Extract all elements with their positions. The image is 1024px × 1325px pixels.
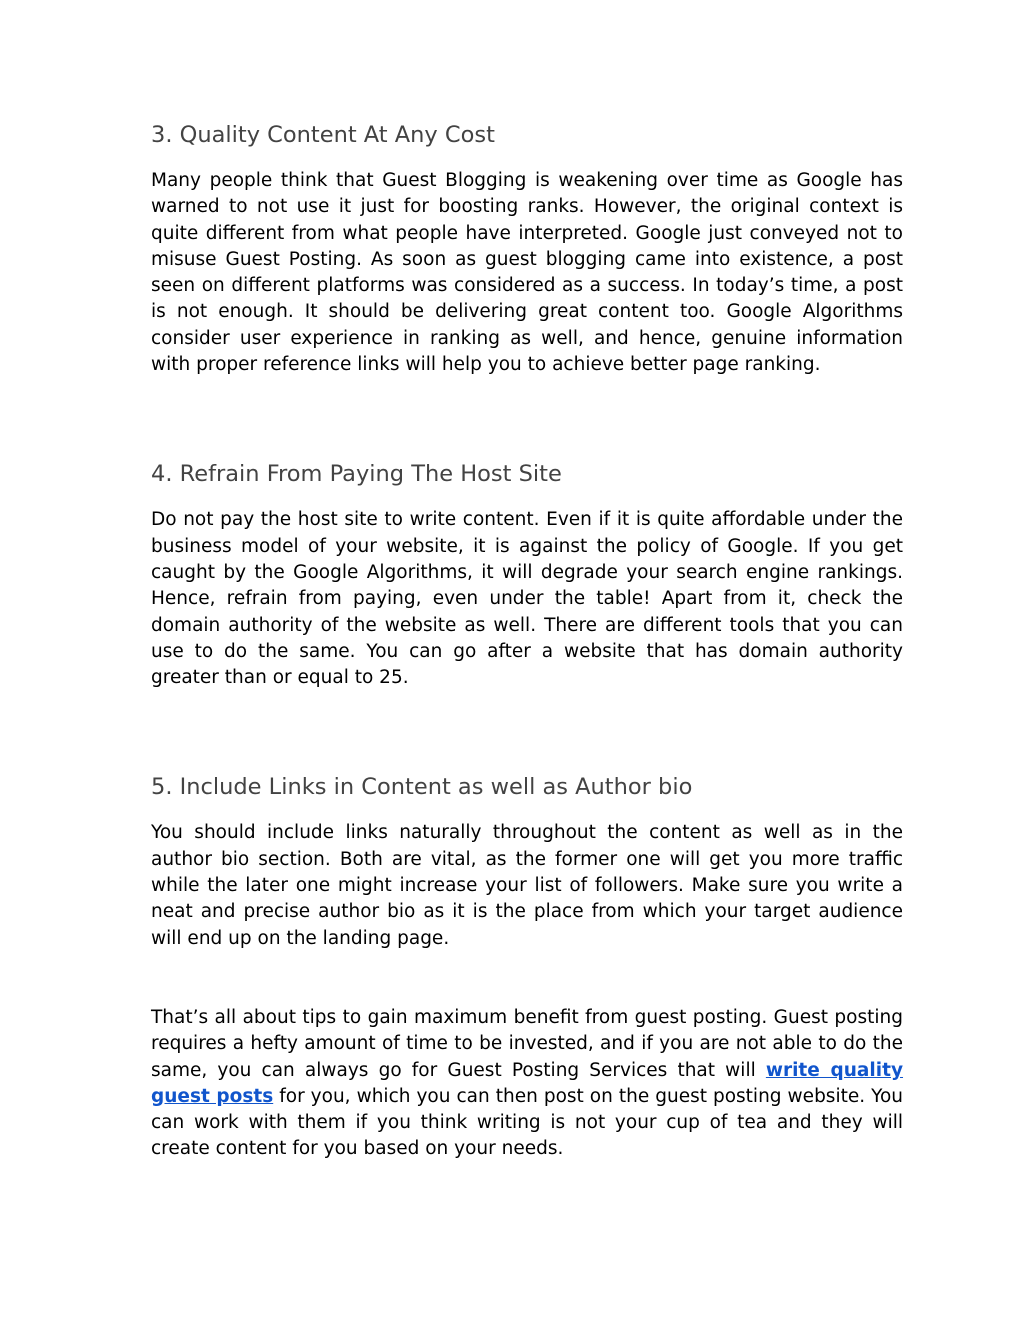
- conclusion-paragraph: [151, 1005, 903, 1163]
- section-include-links: [151, 770, 903, 951]
- section-heading: 4. Refrain From Paying The Host Site: [151, 461, 562, 488]
- spacer: [151, 691, 903, 770]
- spacer: [151, 952, 903, 1005]
- conclusion-text-after: for you, which you can then post on the guest posting website. You can work with them if you think writing is not your cup of tea and they will create content for you based on your needs.: [151, 1085, 904, 1160]
- document-page: [151, 118, 903, 1163]
- section-heading: 3. Quality Content At Any Cost: [151, 122, 495, 148]
- section-quality-content: [151, 118, 903, 378]
- section-paragraph: Do not pay the host site to write content. Even if it is quite affordable under the business model of your website, it is against the policy of Google. If you get caught by the Google Algorithms, it will degrade your search engine rankings. Hence, refrain from paying, even under the table! Apart from it, check the domain authority of the website as well. There are different tools that you can use to do the same. You can go after a website that has domain authority greater than or equal to 25.: [151, 509, 903, 689]
- section-paragraph: Many people think that Guest Blogging is weakening over time as Google has warned to not use it just for boosting ranks. However, the original context is quite different from what people have interpreted. Google just conveyed not to misuse Guest Posting. As soon as guest blogging came into existence, a post seen on different platforms was considered as a success. In today’s time, a post is not enough. It should be delivering great content too. Google Algorithms consider user experience in ranking as well, and hence, genuine information with proper reference links will help you to achieve better page ranking.: [151, 170, 903, 376]
- section-paragraph: You should include links naturally throughout the content as well as in the author bio section. Both are vital, as the former one will get you more traffic while the later one might increase your list of followers. Make sure you write a neat and precise author bio as it is the place from which your target audience will end up on the landing page.: [151, 822, 903, 949]
- section-refrain-paying: [151, 457, 903, 691]
- section-heading: 5. Include Links in Content as well as Author bio: [151, 774, 693, 801]
- spacer: [151, 378, 903, 457]
- conclusion-text-before: That’s all about tips to gain maximum benefit from guest posting. Guest posting requires a hefty amount of time to be invested, and if you are not able to do the same, you can always go for Guest Posting Services that will: [151, 1006, 903, 1081]
- write-quality-guest-posts-link[interactable]: write quality guest posts: [151, 1059, 904, 1107]
